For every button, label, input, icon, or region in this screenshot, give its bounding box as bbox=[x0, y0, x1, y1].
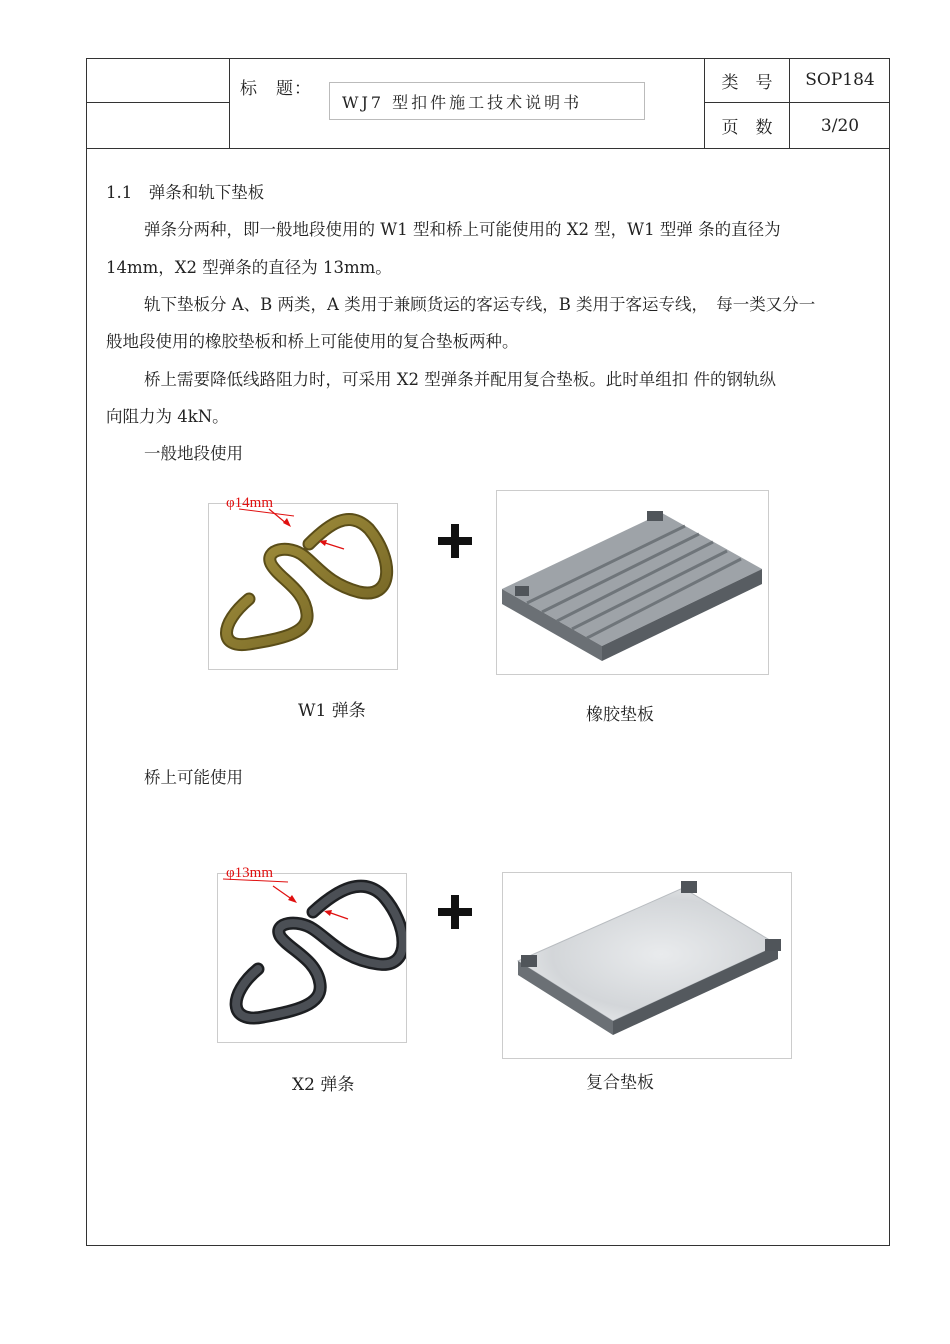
w1-clip-figure bbox=[208, 503, 398, 670]
plus-icon bbox=[436, 522, 474, 560]
paragraph-2-line-1: 轨下垫板分 A、B 两类，A 类用于兼顾货运的客运专线，B 类用于客运专线， 每一类又分一 bbox=[144, 295, 816, 314]
w1-clip-caption: W1 弹条 bbox=[298, 701, 366, 721]
paragraph-3-line-2: 向阻力为 4kN。 bbox=[106, 407, 229, 426]
page-number: 3/20 bbox=[820, 115, 860, 136]
type-label: 类 号 bbox=[721, 72, 773, 93]
composite-pad-figure bbox=[502, 872, 792, 1059]
document-title bbox=[329, 82, 645, 120]
rubber-pad-caption: 橡胶垫板 bbox=[586, 705, 654, 725]
page-label: 页 数 bbox=[721, 118, 773, 138]
general-section-label: 一般地段使用 bbox=[144, 444, 243, 463]
rubber-pad-figure bbox=[496, 490, 769, 675]
section-heading: 1.1 弹条和轨下垫板 bbox=[106, 183, 265, 202]
x2-dimension-label: φ13mm bbox=[226, 865, 273, 881]
composite-pad-drawing bbox=[503, 873, 792, 1059]
header-left-mid-line bbox=[86, 102, 230, 103]
bridge-section-label: 桥上可能使用 bbox=[144, 768, 243, 787]
x2-clip-drawing bbox=[218, 874, 407, 1043]
w1-clip-drawing bbox=[209, 504, 398, 670]
w1-dimension-label: φ14mm bbox=[226, 495, 273, 511]
paragraph-1-line-2: 14mm，X2 型弹条的直径为 13mm。 bbox=[106, 258, 392, 277]
header-col-line-1 bbox=[229, 58, 230, 148]
paragraph-2-line-2: 般地段使用的橡胶垫板和桥上可能使用的复合垫板两种。 bbox=[106, 332, 519, 351]
plus-icon-2 bbox=[436, 893, 474, 931]
header-divider bbox=[86, 148, 890, 149]
document-title-text: WJ7 型扣件施工技术说明书 bbox=[342, 92, 583, 112]
rubber-pad-drawing bbox=[497, 491, 769, 675]
x2-clip-figure bbox=[217, 873, 407, 1043]
x2-clip-caption: X2 弹条 bbox=[292, 1075, 355, 1095]
type-value: SOP184 bbox=[805, 70, 875, 90]
composite-pad-caption: 复合垫板 bbox=[586, 1073, 654, 1093]
title-label: 标 题： bbox=[240, 79, 312, 99]
paragraph-3-line-1: 桥上需要降低线路阻力时，可采用 X2 型弹条并配用复合垫板。此时单组扣 件的钢轨纵 bbox=[144, 370, 776, 389]
paragraph-1-line-1: 弹条分两种，即一般地段使用的 W1 型和桥上可能使用的 X2 型，W1 型弹 条的直径为 bbox=[144, 220, 781, 239]
